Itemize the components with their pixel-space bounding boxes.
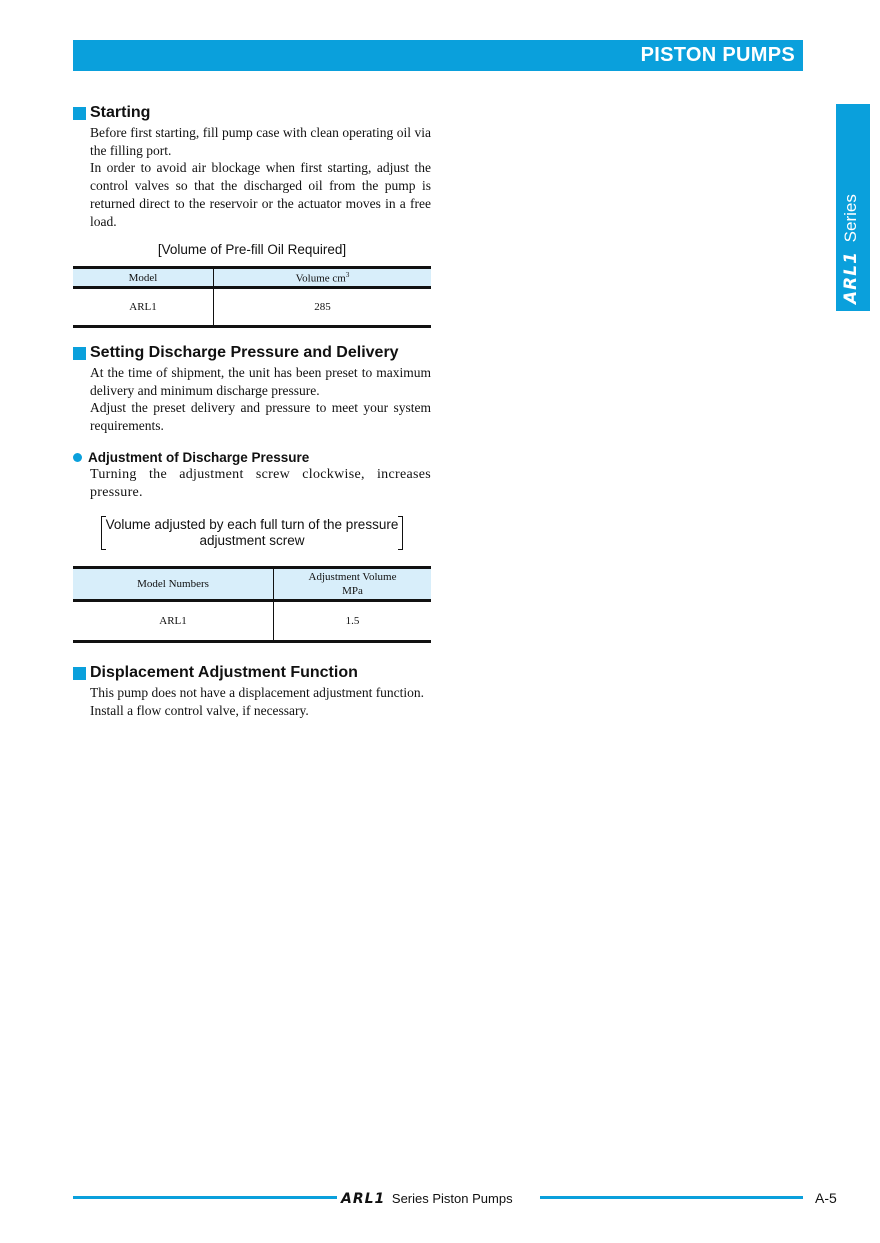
arl1-footer-logo: ARL1: [341, 1191, 386, 1207]
arl1-logo: ARL1: [841, 251, 861, 304]
square-bullet-icon: [73, 667, 86, 680]
section-setting: [73, 344, 431, 435]
paragraph: Install a flow control valve, if necessary.: [90, 702, 309, 718]
section-title: Displacement Adjustment Function: [73, 664, 431, 682]
paragraph: At the time of shipment, the unit has been preset to maximum delivery and minimum discharge pressure.: [90, 365, 431, 398]
table-cell: 285: [214, 288, 432, 327]
paragraph: Before first starting, fill pump case with clean operating oil via the filling port.: [90, 125, 431, 158]
paragraph: Turning the adjustment screw clockwise, increases pressure.: [90, 467, 431, 500]
table-cell: ARL1: [73, 601, 274, 642]
section-title: Setting Discharge Pressure and Delivery: [73, 344, 431, 362]
footer-rule-right: [540, 1196, 803, 1199]
subsection-discharge-pressure: [73, 450, 431, 501]
series-side-tab-label: [841, 194, 861, 304]
adjustment-volume-table: [73, 566, 431, 643]
section-starting: [73, 104, 431, 230]
page-header-bar: [73, 40, 803, 71]
bracketed-note: Volume adjusted by each full turn of the pressure adjustment screw: [101, 516, 403, 548]
table-header-cell: Model: [73, 268, 214, 288]
table-row: [73, 601, 431, 642]
section-displacement: [73, 664, 431, 719]
section-title: Starting: [73, 104, 431, 122]
table-cell: 1.5: [274, 601, 432, 642]
table-cell: ARL1: [73, 288, 214, 327]
footer-caption: ARL1 Series Piston Pumps: [341, 1191, 513, 1207]
page-number: A-5: [815, 1190, 837, 1206]
table-header-cell: Volume $cm^3$: [214, 268, 432, 288]
side-tab-series-text: Series: [841, 194, 860, 243]
paragraph: This pump does not have a displacement adjustment function.: [90, 685, 425, 700]
table-row: [73, 288, 431, 327]
prefill-oil-table: [73, 266, 431, 328]
table-caption: [Volume of Pre-fill Oil Required]: [157, 242, 347, 257]
square-bullet-icon: [73, 347, 86, 360]
paragraph: In order to avoid air blockage when first starting, adjust the control valves so that the discharged oil from the pump is returned direct to the reservoir or the actuator moves in a free load.: [90, 160, 431, 229]
table-header-cell: Model Numbers: [73, 568, 274, 601]
page-title: PISTON PUMPS: [640, 44, 795, 66]
subsection-title: Adjustment of Discharge Pressure: [73, 450, 431, 465]
paragraph: Adjust the preset delivery and pressure to meet your system requirements.: [90, 400, 431, 434]
square-bullet-icon: [73, 107, 86, 120]
footer-rule-left: [73, 1196, 337, 1199]
table-header-cell: Adjustment Volume MPa: [274, 568, 432, 601]
dot-bullet-icon: [73, 453, 82, 462]
